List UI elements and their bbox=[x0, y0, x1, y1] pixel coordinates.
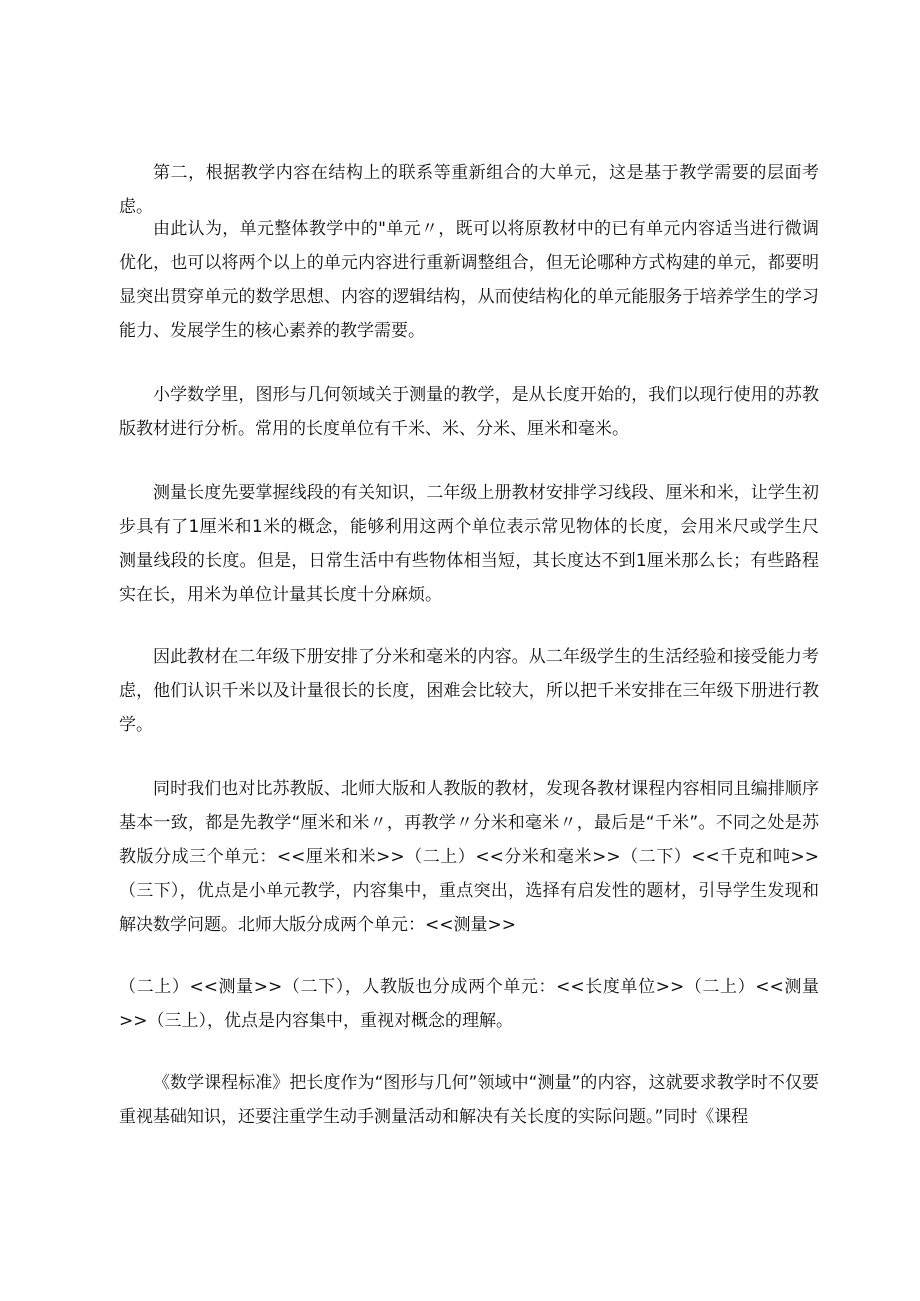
paragraph-2: 由此认为，单元整体教学中的"单元〃，既可以将原教材中的已有单元内容适当进行微调优化，也可以将两个以上的单元内容进行重新调整组合，但无论哪种方式构建的单元，都要明显突出贯穿单元的数学思想、内容的逻辑结构，从而使结构化的单元能服务于培养学生的学习能力、发展学生的核心素养的教学需要。 bbox=[119, 219, 819, 341]
paragraph-5: 因此教材在二年级下册安排了分米和毫米的内容。从二年级学生的生活经验和接受能力考虑，他们认识千米以及计量很长的长度，困难会比较大，所以把千米安排在三年级下册进行教学。 bbox=[119, 647, 819, 735]
paragraph-6: 同时我们也对比苏教版、北师大版和人教版的教材，发现各教材课程内容相同且编排顺序基本一致，都是先教学“厘米和米〃，再教学〃分米和毫米〃，最后是“千米”。不同之处是苏教版分成三个单元：<<厘米和米>>（二上）<<分米和毫米>>（二下）<<千克和吨>>（三下），优点是小单元教学，内容集中，重点突出，选择有启发性的题材，引导学生发现和解决数学问题。北师大版分成两个单元：<<测量>> bbox=[119, 779, 819, 935]
paragraph-8: 《数学课程标准》把长度作为“图形与几何”领域中“测量”的内容，这就要求教学时不仅要重视基础知识，还要注重学生动手测量活动和解决有关长度的实际问题。”同时《课程 bbox=[119, 1073, 819, 1127]
paragraph-4: 测量长度先要掌握线段的有关知识，二年级上册教材安排学习线段、厘米和米，让学生初步具有了1厘米和1米的概念，能够利用这两个单位表示常见物体的长度，会用米尺或学生尺测量线段的长度。但是，日常生活中有些物体相当短，其长度达不到1厘米那么长；有些路程实在长，用米为单位计量其长度十分麻烦。 bbox=[119, 483, 819, 605]
paragraph-1: 第二，根据教学内容在结构上的联系等重新组合的大单元，这是基于教学需要的层面考虑。 bbox=[119, 163, 819, 217]
paragraph-7: （二上）<<测量>>（二下），人教版也分成两个单元：<<长度单位>>（二上）<<测量>>（三上），优点是内容集中，重视对概念的理解。 bbox=[119, 977, 819, 1031]
paragraph-3: 小学数学里，图形与几何领域关于测量的教学，是从长度开始的，我们以现行使用的苏教版教材进行分析。常用的长度单位有千米、米、分米、厘米和毫米。 bbox=[119, 385, 819, 439]
